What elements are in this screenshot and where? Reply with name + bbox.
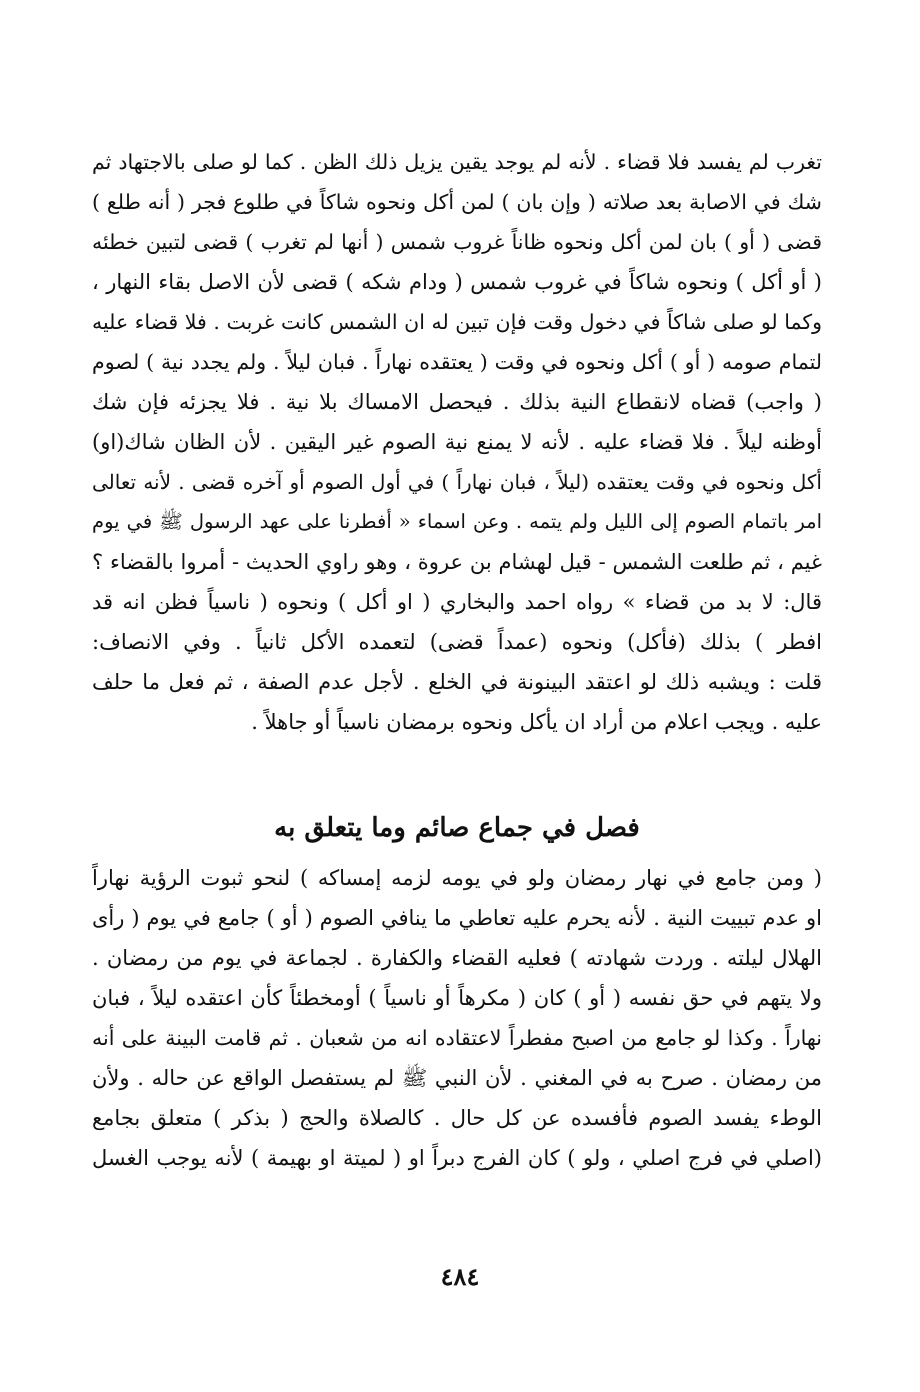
text-line: عليه . ويجب اعلام من أراد ان يأكل ونحوه برمضان ناسياً أو جاهلاً . <box>251 710 822 734</box>
text-line: امر باتمام الصوم إلى الليل ولم يتمه . وعن اسماء « أفطرنا على عهد الرسول ﷺ في يوم <box>92 510 822 533</box>
text-line: نهاراً . وكذا لو جامع من اصبح مفطراً لاعتقاده انه من شعبان . ثم قامت البينة على أنه <box>92 1026 822 1050</box>
text-line: أوظنه ليلاً . فلا قضاء عليه . لأنه لا يمنع نية الصوم غير اليقين . لأن الظان شاك(او) <box>92 430 822 454</box>
text-line: الهلال ليلته . وردت شهادته ) فعليه القضاء والكفارة . لجماعة في يوم من رمضان . <box>92 946 822 970</box>
text-line: شك في الاصابة بعد صلاته ( وإن بان ) لمن أكل ونحوه شاكاً في طلوع فجر ( أنه طلع ) <box>92 190 822 214</box>
paragraph-2 <box>92 858 822 1178</box>
text-line: ( واجب) قضاه لانقطاع النية بذلك . فيحصل الامساك بلا نية . فلا يجزئه فإن شك <box>92 390 822 414</box>
text-line: ( أو أكل ) ونحوه شاكاً في غروب شمس ( ودام شكه ) قضى لأن الاصل بقاء النهار ، <box>92 270 822 294</box>
text-line: من رمضان . صرح به في المغني . لأن النبي ﷺ لم يستفصل الواقع عن حاله . ولأن <box>92 1066 822 1090</box>
text-line: او عدم تبييت النية . لأنه يحرم عليه تعاطي ما ينافي الصوم ( أو ) جامع في يوم ( رأى <box>92 906 822 930</box>
text-line: أكل ونحوه في وقت يعتقده (ليلاً ، فبان نهاراً ) في أول الصوم أو آخره قضى . لأنه تعالى <box>92 470 822 494</box>
text-line: ولا يتهم في حق نفسه ( أو ) كان ( مكرهاً أو ناسياً ) أومخطئاً كأن اعتقده ليلاً ، فبان <box>92 986 822 1010</box>
text-line: لتمام صومه ( أو ) أكل ونحوه في وقت ( يعتقده نهاراً . فبان ليلاً . ولم يجدد نية ) لصوم <box>92 350 822 374</box>
text-line: قال: لا بد من قضاء » رواه احمد والبخاري ( او أكل ) ونحوه ( ناسياً فظن انه قد <box>92 590 822 614</box>
section-heading: فصل في جماع صائم وما يتعلق به <box>274 813 640 843</box>
text-line: تغرب لم يفسد فلا قضاء . لأنه لم يوجد يقين يزيل ذلك الظن . كما لو صلى بالاجتهاد ثم <box>92 150 822 174</box>
text-line: غيم ، ثم طلعت الشمس - قيل لهشام بن عروة ، وهو راوي الحديث - أمروا بالقضاء ؟ <box>92 550 822 574</box>
page-number: ٤٨٤ <box>440 1262 480 1291</box>
text-line: (اصلي في فرج اصلي ، ولو ) كان الفرج دبراً او ( لميتة او بهيمة ) لأنه يوجب الغسل <box>92 1146 822 1170</box>
paragraph-1 <box>92 142 822 742</box>
text-line: وكما لو صلى شاكاً في دخول وقت فإن تبين له ان الشمس كانت غربت . فلا قضاء عليه <box>92 310 822 334</box>
text-line: افطر ) بذلك (فأكل) ونحوه (عمداً قضى) لتعمده الأكل ثانياً . وفي الانصاف: <box>92 630 822 654</box>
text-line: قلت : ويشبه ذلك لو اعتقد البينونة في الخلع . لأجل عدم الصفة ، ثم فعل ما حلف <box>92 670 822 694</box>
text-line: الوطء يفسد الصوم فأفسده عن كل حال . كالصلاة والحج ( بذكر ) متعلق بجامع <box>92 1106 822 1130</box>
text-line: قضى ( أو ) بان لمن أكل ونحوه ظاناً غروب شمس ( أنها لم تغرب ) قضى لتبين خطئه <box>92 230 822 254</box>
text-line: ( ومن جامع في نهار رمضان ولو في يومه لزمه إمساكه ) لنحو ثبوت الرؤية نهاراً <box>92 866 822 890</box>
